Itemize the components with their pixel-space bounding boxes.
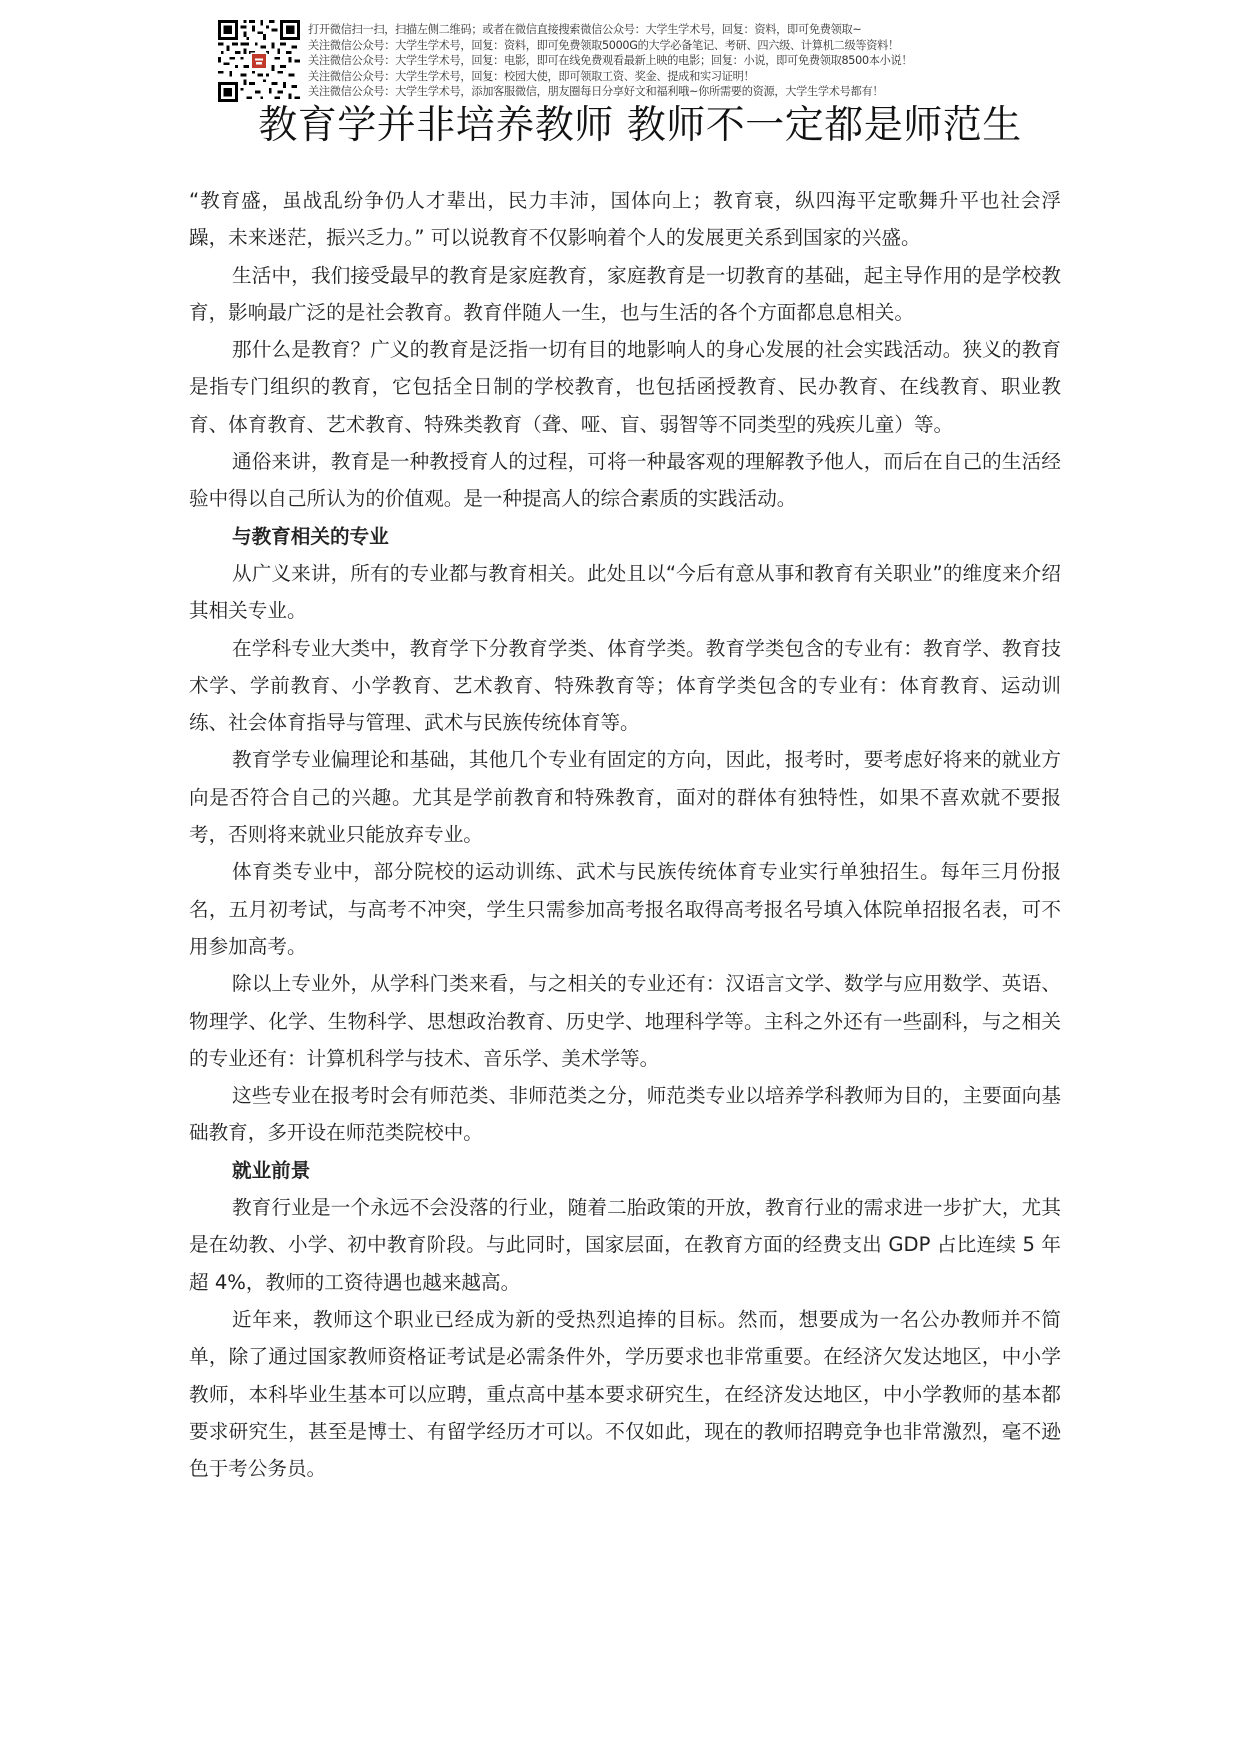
paragraph: 生活中，我们接受最早的教育是家庭教育，家庭教育是一切教育的基础，起主导作用的是学校教育，影响最广泛的是社会教育。教育伴随人一生，也与生活的各个方面都息息相关。 xyxy=(189,263,1061,324)
promo-line: 打开微信扫一扫，扫描左侧二维码；或者在微信直接搜索微信公众号：大学生学术号，回复：资料，即可免费领取~ xyxy=(308,23,862,36)
promo-line: 关注微信公众号：大学生学术号，回复：资料，即可免费领取5000G的大学必备笔记、考研、四六级、计算机二级等资料！ xyxy=(308,38,899,52)
paragraph: 在学科专业大类中，教育学下分教育学类、体育学类。教育学类包含的专业有：教育学、教育技术学、学前教育、小学教育、艺术教育、特殊教育等；体育学类包含的专业有：体育教育、运动训练、社会体育指导与管理、武术与民族传统体育等。 xyxy=(189,636,1061,735)
paragraph: 通俗来讲，教育是一种教授育人的过程，可将一种最客观的理解教予他人，而后在自己的生活经验中得以自己所认为的价值观。是一种提高人的综合素质的实践活动。 xyxy=(189,450,1061,511)
promo-line: 关注微信公众号：大学生学术号，回复：校园大使，即可领取工资、奖金、提成和实习证明！ xyxy=(308,69,755,83)
promo-lines xyxy=(308,22,1028,100)
section-heading: 与教育相关的专业 xyxy=(232,524,389,548)
paragraph: 教育行业是一个永远不会没落的行业，随着二胎政策的开放，教育行业的需求进一步扩大，尤其是在幼教、小学、初中教育阶段。与此同时，国家层面，在教育方面的经费支出 GDP 占比连续 5 年超 4%，教师的工资待遇也越来越高。 xyxy=(189,1196,1061,1294)
promo-line: 关注微信公众号：大学生学术号，回复：电影，即可在线免费观看最新上映的电影；回复：小说，即可免费领取8500本小说！ xyxy=(308,54,913,68)
document-title: 教育学并非培养教师 教师不一定都是师范生 xyxy=(258,103,1022,148)
paragraph: 体育类专业中，部分院校的运动训练、武术与民族传统体育专业实行单独招生。每年三月份报名，五月初考试，与高考不冲突，学生只需参加高考报名取得高考报名号填入体院单招报名表，可不用参加高考。 xyxy=(189,860,1061,958)
document-body xyxy=(189,182,1061,1487)
qr-code-icon xyxy=(218,20,300,102)
paragraph: 这些专业在报考时会有师范类、非师范类之分，师范类专业以培养学科教师为目的，主要面向基础教育，多开设在师范类院校中。 xyxy=(189,1084,1061,1145)
paragraph: 从广义来讲，所有的专业都与教育相关。此处且以“今后有意从事和教育有关职业”的维度来介绍其相关专业。 xyxy=(189,561,1061,623)
paragraph: 那什么是教育？广义的教育是泛指一切有目的地影响人的身心发展的社会实践活动。狭义的教育是指专门组织的教育，它包括全日制的学校教育，也包括函授教育、民办教育、在线教育、职业教育、体育教育、艺术教育、特殊类教育（聋、哑、盲、弱智等不同类型的残疾儿童）等。 xyxy=(189,338,1061,436)
paragraph: “教育盛，虽战乱纷争仍人才辈出，民力丰沛，国体向上；教育衰，纵四海平定歌舞升平也社会浮躁，未来迷茫，振兴乏力。” 可以说教育不仅影响着个人的发展更关系到国家的兴盛。 xyxy=(189,189,1061,250)
paragraph: 近年来，教师这个职业已经成为新的受热烈追捧的目标。然而，想要成为一名公办教师并不简单，除了通过国家教师资格证考试是必需条件外，学历要求也非常重要。在经济欠发达地区，中小学教师，本科毕业生基本可以应聘，重点高中基本要求研究生，在经济发达地区，中小学教师的基本都要求研究生，甚至是博士、有留学经历才可以。不仅如此，现在的教师招聘竞争也非常激烈，毫不逊色于考公务员。 xyxy=(189,1307,1061,1481)
section-heading: 就业前景 xyxy=(232,1158,311,1182)
promo-header xyxy=(218,20,1018,102)
paragraph: 除以上专业外，从学科门类来看，与之相关的专业还有：汉语言文学、数学与应用数学、英语、物理学、化学、生物科学、思想政治教育、历史学、地理科学等。主科之外还有一些副科，与之相关的专业还有：计算机科学与技术、音乐学、美术学等。 xyxy=(189,972,1061,1070)
promo-line: 关注微信公众号：大学生学术号，添加客服微信，朋友圈每日分享好文和福利哦~你所需要的资源，大学生学术号都有！ xyxy=(308,85,884,99)
paragraph: 教育学专业偏理论和基础，其他几个专业有固定的方向，因此，报考时，要考虑好将来的就业方向是否符合自己的兴趣。尤其是学前教育和特殊教育，面对的群体有独特性，如果不喜欢就不要报考，否则将来就业只能放弃专业。 xyxy=(189,748,1061,847)
